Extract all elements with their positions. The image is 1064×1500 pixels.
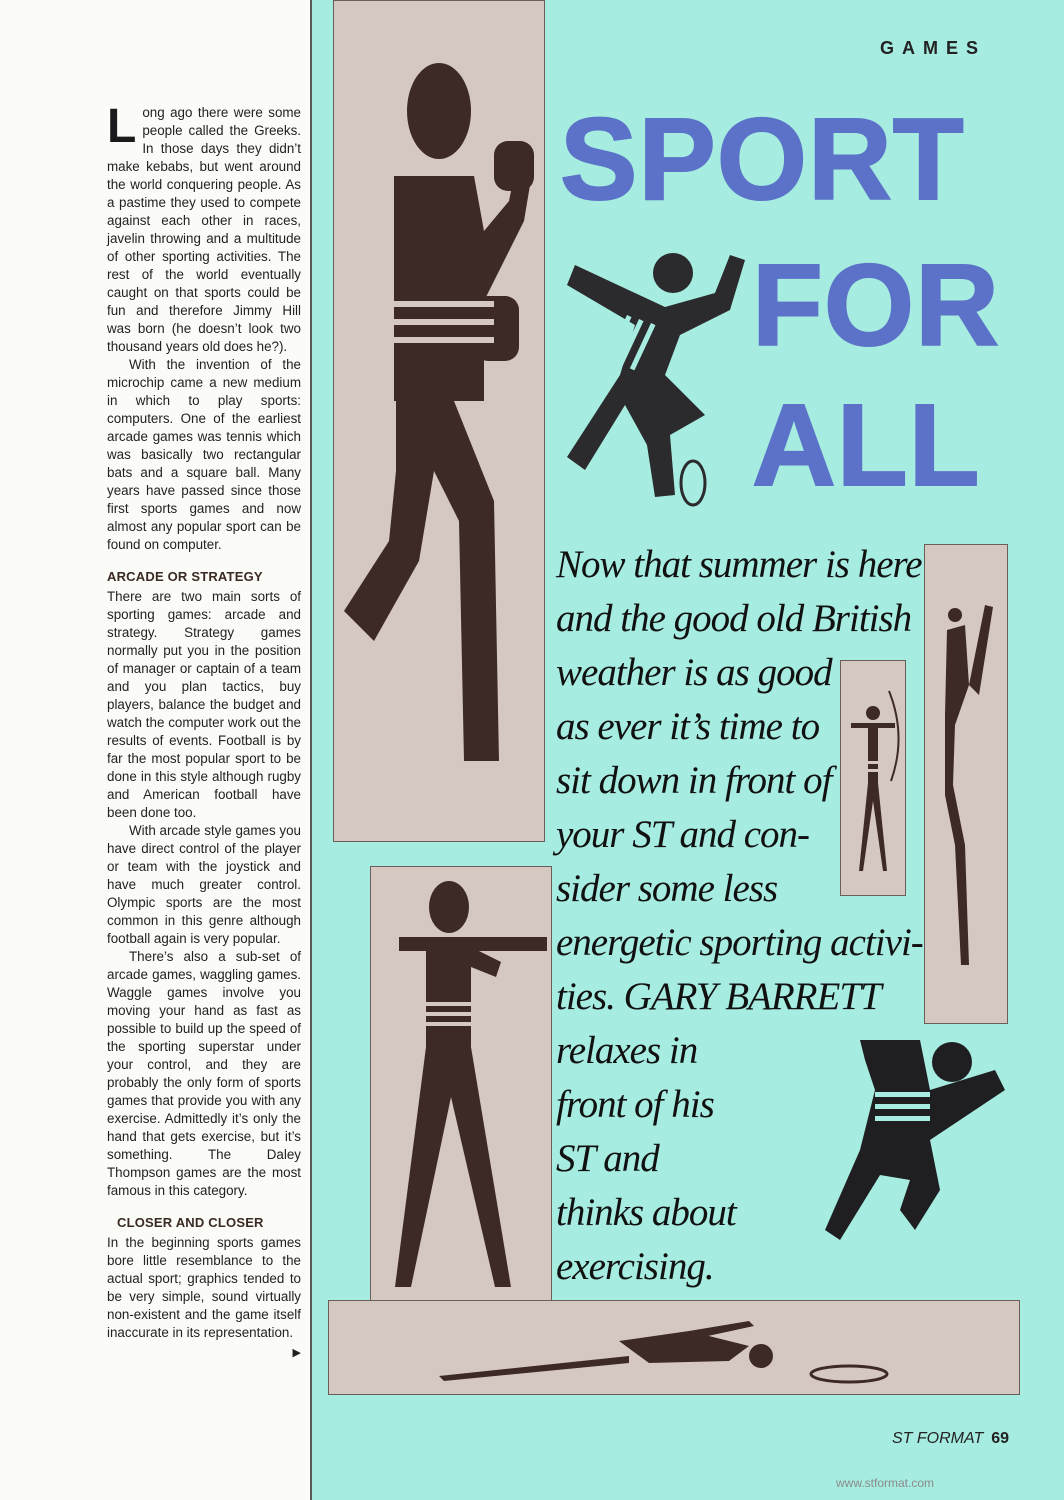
standfirst-line: front of his: [556, 1083, 714, 1126]
kicker-panel: [924, 544, 1008, 1024]
title-line-all: ALL: [752, 380, 981, 510]
title-line-sport: SPORT: [560, 94, 965, 224]
paragraph: There’s also a sub-set of arcade games, waggling games. Waggle games involve you moving your hand as fast as possible to build up the speed of the sporting superstar under your control, and they are probably the only form of sports games that provide you with any exercise. Admittedly it’s only the hand that gets exercise, but it’s something. The Daley Thompson games are the most famous in this category.: [107, 949, 301, 1198]
paragraph: [107, 1234, 301, 1359]
subheading-closer-and-closer: CLOSER AND CLOSER: [117, 1215, 264, 1230]
watermark: www.stformat.com: [836, 1476, 935, 1490]
standfirst-line: relaxes in: [556, 1029, 698, 1072]
runner-pictogram-icon: [820, 1030, 1020, 1270]
archer-panel: [840, 660, 906, 896]
title-line-for: FOR: [752, 240, 1000, 370]
standfirst-line: weather is as good: [556, 651, 832, 694]
standfirst-line: Now that summer is here: [556, 543, 922, 586]
standfirst-line: ties. GARY BARRETT: [556, 975, 881, 1018]
paragraph-text: In the beginning sports games bore little resemblance to the actual sport; graphics tended to be very simple, sound virtually non-existent and the game itself inaccurate in its representation.: [107, 1235, 301, 1340]
standfirst-line: exercising.: [556, 1245, 714, 1288]
standfirst-line: sit down in front of: [556, 759, 832, 802]
subheading-arcade-or-strategy: ARCADE OR STRATEGY: [107, 569, 263, 584]
standfirst-line: and the good old British: [556, 597, 912, 640]
high-kick-pictogram-icon: [925, 545, 1007, 1023]
intro-paragraph: [107, 100, 301, 356]
drop-cap: L: [107, 100, 137, 153]
page-number: 69: [991, 1430, 1010, 1447]
footballer-pictogram-icon: [555, 235, 755, 525]
boxer-pictogram-icon: [334, 1, 544, 841]
article-body: [107, 100, 301, 1362]
intro-text: ong ago there were some people called the Greeks. In those days they didn’t make kebabs, but went around the world conquering people. As a pastime they used to compete against each other in races, javelin throwing and a multitude of other sporting activities. The rest of the world eventually caught on that sports could be fun and therefore Jimmy Hill was born (he doesn’t look two thousand years old does he?).: [107, 105, 301, 354]
shooter-pictogram-icon: [371, 867, 551, 1307]
standfirst-line: sider some less: [556, 867, 778, 910]
standfirst-line: as ever it’s time to: [556, 705, 820, 748]
paragraph: With arcade style games you have direct control of the player or team with the joystick and have much greater control. Olympic sports are the most common in this genre although football again is very popular.: [107, 823, 301, 946]
standfirst-line: your ST and con-: [556, 813, 810, 856]
page-folio: [892, 1430, 1009, 1448]
shooter-panel: [370, 866, 552, 1308]
boxer-panel: [333, 0, 545, 842]
diver-panel: [328, 1300, 1020, 1395]
magazine-name: ST FORMAT: [892, 1430, 984, 1447]
standfirst-line: ST and: [556, 1137, 659, 1180]
archer-pictogram-icon: [841, 661, 905, 895]
diver-pictogram-icon: [329, 1301, 1019, 1394]
standfirst-line: energetic sporting activi-: [556, 921, 923, 964]
paragraph: With the invention of the microchip came a new medium in which to play sports: computers. One of the earliest arcade games was tennis which was basically two rectangular bats and a square ball. Many years have passed since those first sports games and now almost any popular sport can be found on computer.: [107, 357, 301, 552]
continue-arrow-icon: ▶: [292, 1347, 301, 1359]
paragraph: There are two main sorts of sporting games: arcade and strategy. Strategy games normally put you in the position of manager or captain of a team and you plan tactics, buy players, balance the budget and watch the computer work out the results of events. Football is by far the most popular sport to be done in this style although rugby and American football have been done too.: [107, 589, 301, 820]
standfirst-line: thinks about: [556, 1191, 736, 1234]
section-label: GAMES: [880, 38, 987, 58]
